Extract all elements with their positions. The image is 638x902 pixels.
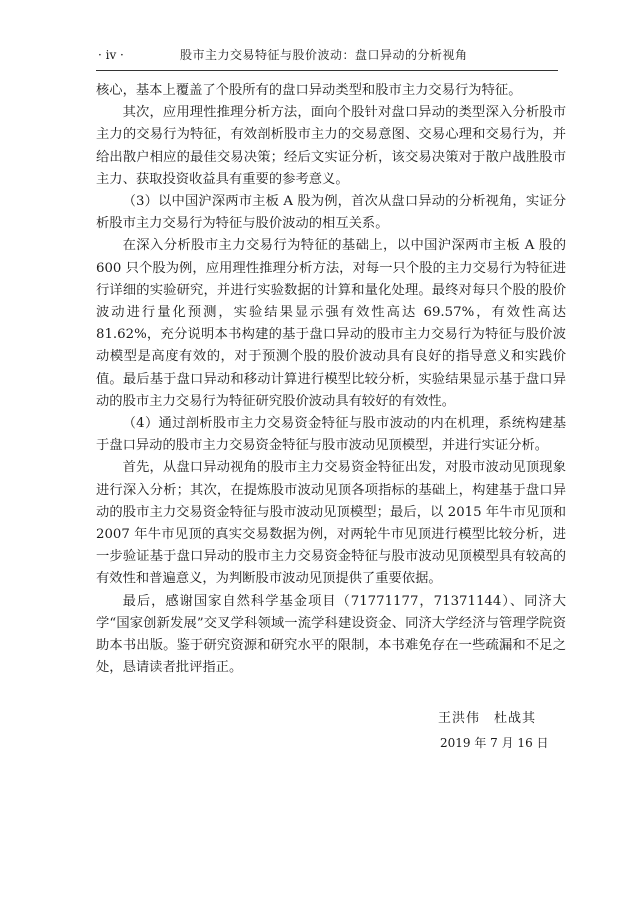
paragraph: 首先，从盘口异动视角的股市主力交易资金特征出发，对股市波动见顶现象进行深入分析；其次，在提炼股市波动见顶各项指标的基础上，构建基于盘口异动的股市主力交易资金特征与股市波动见顶模型；最后，以 2015 年牛市见顶和 2007 年牛市见顶的真实交易数据为例，对两轮牛市见顶进行模型比较分析，进一步验证基于盘口异动的股市主力交易资金特征与股市波动见顶模型具有较高的有效性和普遍意义，为判断股市波动见顶提供了重要依据。 [96,460,566,587]
paragraph: （3）以中国沪深两市主板 A 股为例，首次从盘口异动的分析视角，实证分析股市主力交易行为特征与股价波动的相互关系。 [96,194,566,232]
body-text [96,80,566,679]
header-rule [96,70,558,71]
paragraph: 最后，感谢国家自然科学基金项目（71771177，71371144）、同济大学“国家创新发展”交叉学科领域一流学科建设资金、同济大学经济与管理学院资助本书出版。鉴于研究资源和研究水平的限制，本书难免存在一些疏漏和不足之处，恳请读者批评指正。 [96,593,566,676]
paragraph: 核心，基本上覆盖了个股所有的盘口异动类型和股市主力交易行为特征。 [96,83,522,98]
page-header [98,46,558,66]
paragraph: 在深入分析股市主力交易行为特征的基础上，以中国沪深两市主板 A 股的 600 只个股为例，应用理性推理分析方法，对每一只个股的主力交易行为特征进行详细的实验研究，并进行实验数据的计算和量化处理。最终对每只个股的股价波动进行量化预测，实验结果显示强有效性高达 69.57%，有效性高达 81.62%，充分说明本书构建的基于盘口异动的股市主力交易行为特征与股价波动模型是高度有效的，对于预测个股的股价波动具有良好的指导意义和实践价值。最后基于盘口异动和移动计算进行模型比较分析，实验结果显示基于盘口异动的股市主力交易行为特征研究股价波动具有较好的有效性。 [96,238,566,409]
running-title: 股市主力交易特征与股价波动：盘口异动的分析视角 [180,48,468,62]
author-signature: 王洪伟 杜战其 [438,711,537,726]
paragraph: 其次，应用理性推理分析方法，面向个股针对盘口异动的类型深入分析股市主力的交易行为特征，有效剖析股市主力的交易意图、交易心理和交易行为，并给出散户相应的最佳交易决策；经后文实证分析，该交易决策对于散户战胜股市主力、获取投资收益具有重要的参考意义。 [96,105,566,187]
signature-date: 2019 年 7 月 16 日 [440,736,549,750]
page-number: · iv · [98,48,124,62]
paragraph: （4）通过剖析股市主力交易资金特征与股市波动的内在机理，系统构建基于盘口异动的股市主力交易资金特征与股市波动见顶模型，并进行实证分析。 [96,416,566,454]
